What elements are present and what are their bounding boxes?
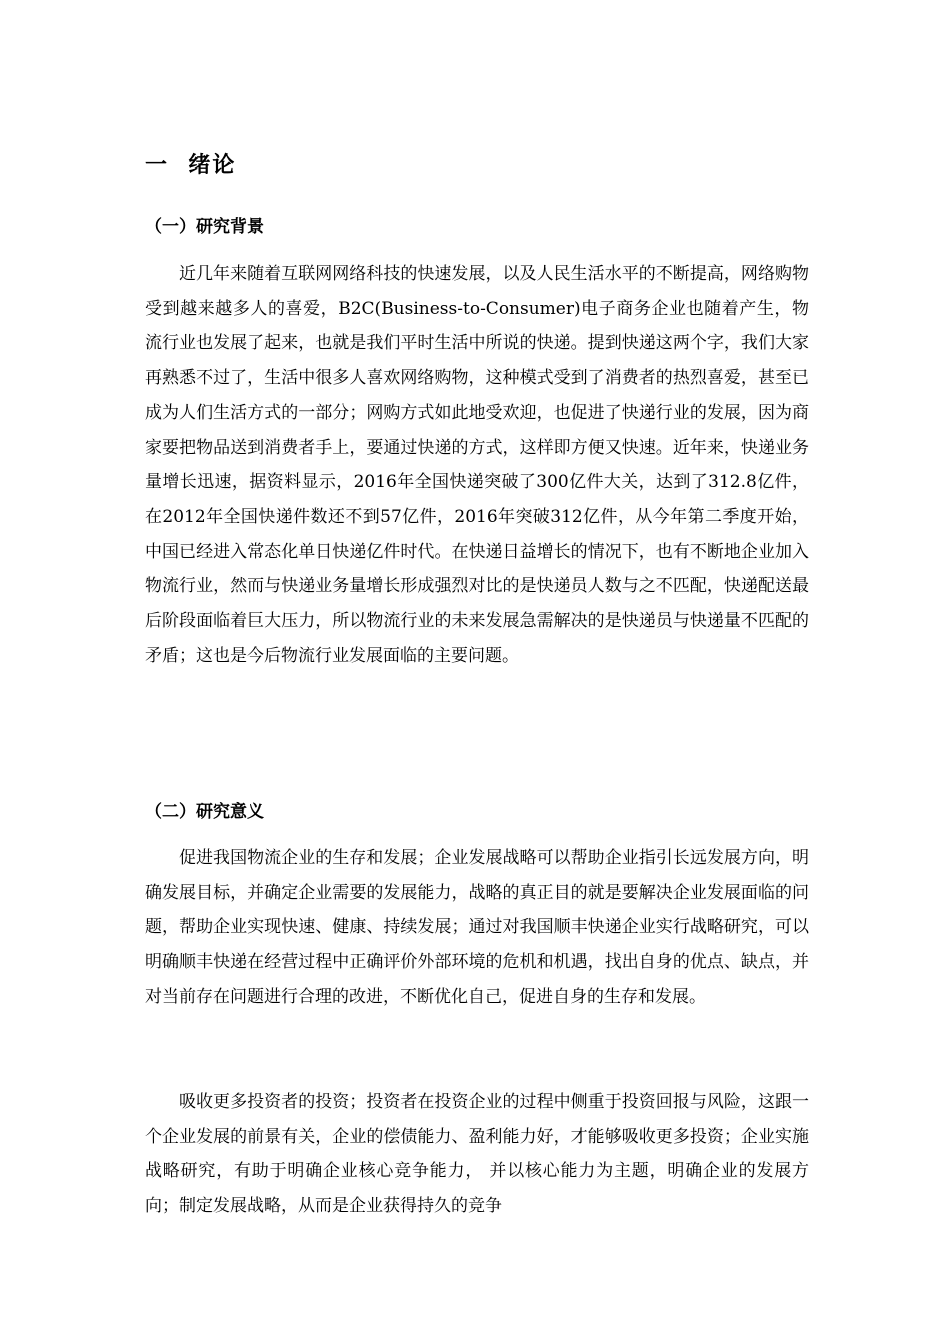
chapter-title: 一 绪论: [145, 153, 237, 178]
paragraph-background: 近几年来随着互联网网络科技的快速发展，以及人民生活水平的不断提高，网络购物受到越来越多人的喜爱，B2C(Business-to-Consumer)电子商务企业也随着产生，物流行业也发展了起来，也就是我们平时生活中所说的快递。提到快递这两个字，我们大家再熟悉不过了，生活中很多人喜欢网络购物，这种模式受到了消费者的热烈喜爱，甚至已成为人们生活方式的一部分；网购方式如此地受欢迎，也促进了快递行业的发展，因为商家要把物品送到消费者手上，要通过快递的方式，这样即方便又快速。近年来，快递业务量增长迅速，据资料显示，2016年全国快递突破了300亿件大关，达到了312.8亿件，在2012年全国快递件数还不到57亿件，2016年突破312亿件，从今年第二季度开始，中国已经进入常态化单日快递亿件时代。在快递日益增长的情况下，也有不断地企业加入物流行业，然而与快递业务量增长形成强烈对比的是快递员人数与之不匹配，快递配送最后阶段面临着巨大压力，所以物流行业的未来发展急需解决的是快递员与快递量不匹配的矛盾；这也是今后物流行业发展面临的主要问题。: [145, 264, 809, 666]
paragraph-significance-1: 促进我国物流企业的生存和发展；企业发展战略可以帮助企业指引长远发展方向，明确发展目标，并确定企业需要的发展能力，战略的真正目的就是要解决企业发展面临的问题，帮助企业实现快速、健康、持续发展；通过对我国顺丰快递企业实行战略研究，可以明确顺丰快递在经营过程中正确评价外部环境的危机和机遇，找出自身的优点、缺点，并对当前存在问题进行合理的改进，不断优化自己，促进自身的生存和发展。: [145, 848, 809, 1007]
paragraph-significance-2: 吸收更多投资者的投资；投资者在投资企业的过程中侧重于投资回报与风险，这跟一个企业发展的前景有关，企业的偿债能力、盈利能力好，才能够吸收更多投资；企业实施战略研究，有助于明确企业核心竞争能力， 并以核心能力为主题，明确企业的发展方向；制定发展战略，从而是企业获得持久的竞争: [145, 1092, 809, 1217]
section-title-significance: （二）研究意义: [145, 802, 264, 822]
section-title-background: （一）研究背景: [145, 217, 264, 237]
